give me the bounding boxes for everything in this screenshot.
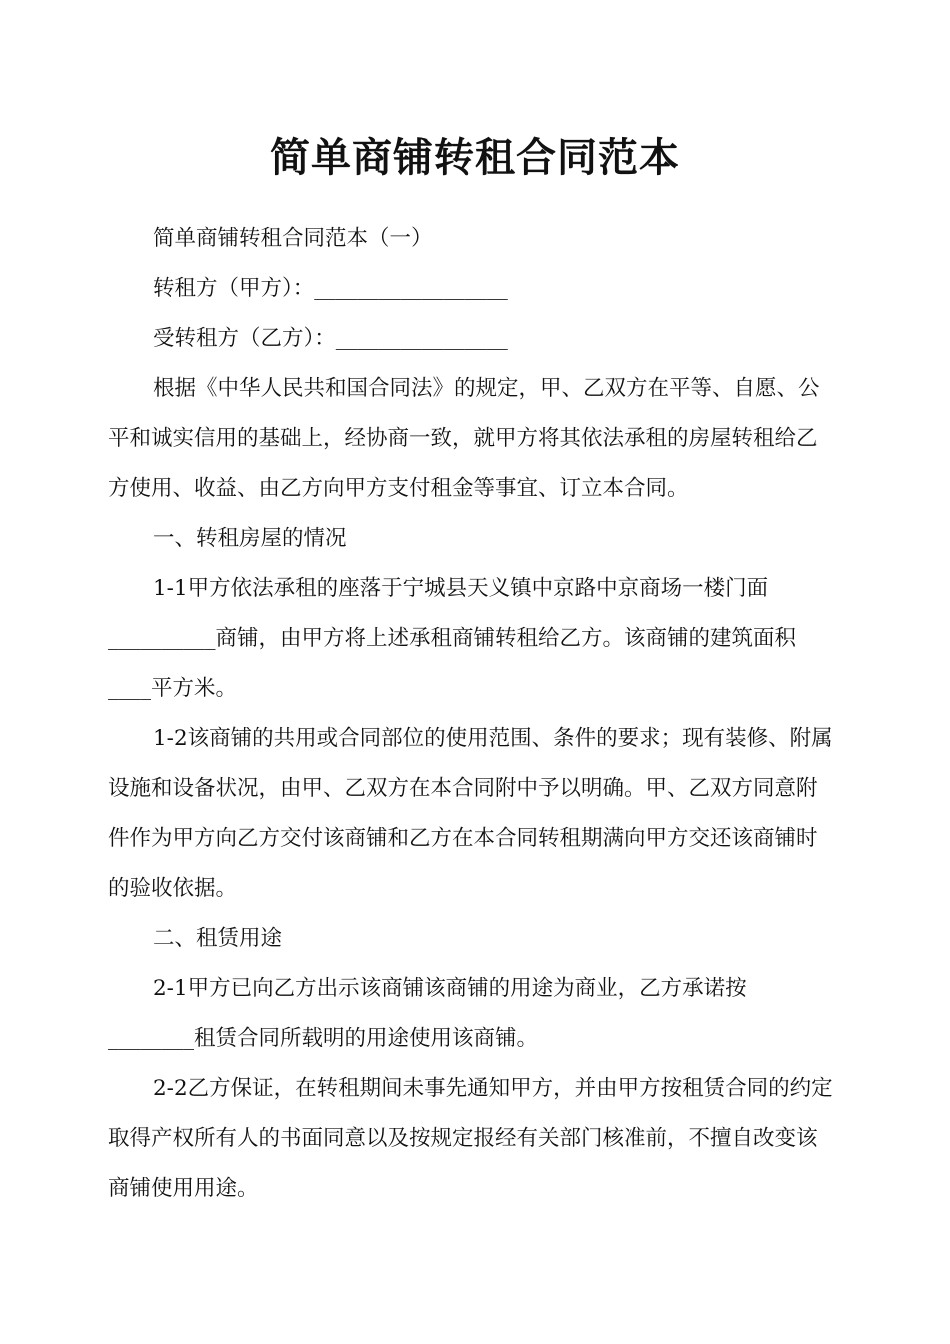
clause-2-1-line-1: 2-1甲方已向乙方出示该商铺该商铺的用途为商业，乙方承诺按 — [153, 976, 747, 1001]
section-heading-1: 一、转租房屋的情况 — [153, 526, 347, 551]
preamble-paragraph: 根据《中华人民共和国合同法》的规定，甲、乙双方在平等、自愿、公平和诚实信用的基础上，经协商一致，就甲方将其依法承租的房屋转租给乙方使用、收益、由乙方向甲方支付租金等事宜、订立本合同。 — [108, 376, 820, 501]
clause-1-2-paragraph: 1-2该商铺的共用或合同部位的使用范围、条件的要求；现有装修、附属设施和设备状况，由甲、乙双方在本合同附中予以明确。甲、乙双方同意附件作为甲方向乙方交付该商铺和乙方在本合同转租期满向甲方交还该商铺时的验收依据。 — [108, 726, 833, 901]
subtitle-paragraph: 简单商铺转租合同范本（一） — [153, 226, 433, 251]
document-body — [108, 214, 838, 1214]
clause-2-2-paragraph: 2-2乙方保证，在转租期间未事先通知甲方，并由甲方按租赁合同的约定取得产权所有人的书面同意以及按规定报经有关部门核准前，不擅自改变该商铺使用用途。 — [108, 1076, 833, 1201]
party-b-line: 受转租方（乙方）：________________ — [153, 326, 508, 351]
document-title: 简单商铺转租合同范本 — [270, 135, 680, 181]
clause-1-1-line-3: ____平方米。 — [108, 676, 238, 701]
clause-1-1-line-2: __________商铺，由甲方将上述承租商铺转租给乙方。该商铺的建筑面积 — [108, 626, 797, 651]
clause-1-1-line-1: 1-1甲方依法承租的座落于宁城县天义镇中京路中京商场一楼门面 — [153, 576, 769, 601]
party-a-line: 转租方（甲方）：__________________ — [153, 276, 508, 301]
section-heading-2: 二、租赁用途 — [153, 926, 283, 951]
clause-2-1-line-2: ________租赁合同所载明的用途使用该商铺。 — [108, 1026, 539, 1051]
